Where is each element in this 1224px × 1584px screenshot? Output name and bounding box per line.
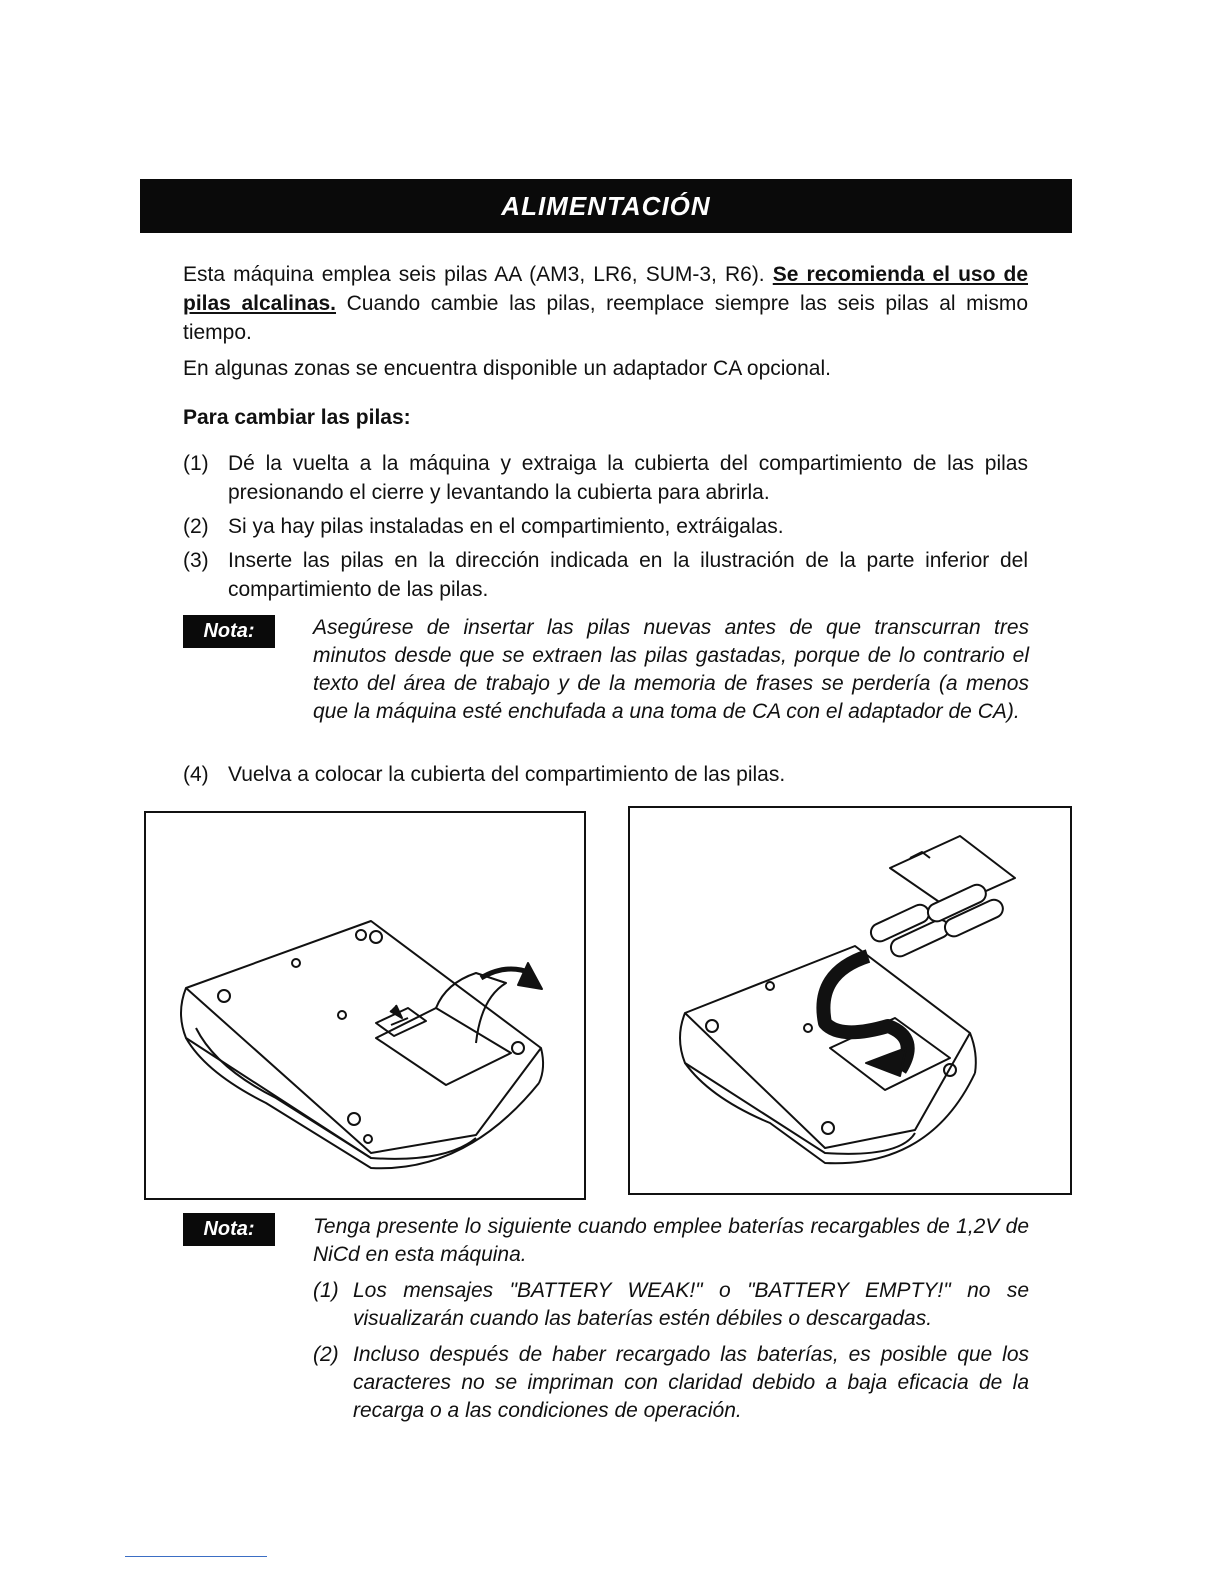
intro-text-start: Esta máquina emplea seis pilas AA (AM3, LR6, SUM-3, R6). [183,263,765,286]
note-item-2 [313,1341,1029,1425]
step-3 [183,546,1028,604]
step-number: (3) [183,549,209,572]
step-number: (1) [183,452,209,475]
step-text: Inserte las pilas en la dirección indicada en la ilustración de la parte inferior del compartimiento de las pilas. [228,549,1028,601]
insert-batteries-illustration [630,808,1070,1193]
intro-paragraph-1 [183,260,1028,347]
figure-insert-batteries [628,806,1072,1195]
page-title: ALIMENTACIÓN [140,179,1072,233]
note-item-text: Incluso después de haber recargado las baterías, es posible que los caracteres no se impriman con claridad debido a baja eficacia de la recarga o a las condiciones de operación. [353,1343,1029,1422]
step-text: Si ya hay pilas instaladas en el compartimiento, extráigalas. [228,515,784,538]
step-text: Vuelva a colocar la cubierta del compartimiento de las pilas. [228,763,786,786]
step-text: Dé la vuelta a la máquina y extraiga la cubierta del compartimiento de las pilas presionando el cierre y levantando la cubierta para abrirla. [228,452,1028,504]
step-1 [183,449,1028,507]
intro-paragraph-2: En algunas zonas se encuentra disponible un adaptador CA opcional. [183,357,831,380]
intro-text-end: Cuando cambie las pilas, reemplace siempre las seis pilas al mismo tiempo. [183,292,1028,344]
step-2 [183,512,1028,541]
procedure-heading: Para cambiar las pilas: [183,406,411,429]
note-item-number: (1) [313,1279,339,1302]
note-badge: Nota: [183,1213,275,1246]
figure-open-cover [144,811,586,1200]
alkaline-recommendation: Se recomienda el uso de pilas alcalinas. [183,263,1029,315]
step-number: (2) [183,515,209,538]
note-item-1 [313,1277,1029,1333]
step-number: (4) [183,763,209,786]
note-text: Tenga presente lo siguiente cuando emplee baterías recargables de 1,2V de NiCd en esta máquina. [313,1215,1029,1266]
note-item-text: Los mensajes "BATTERY WEAK!" o "BATTERY EMPTY!" no se visualizarán cuando las baterías estén débiles o descargadas. [353,1279,1029,1330]
step-4 [183,760,1028,789]
footer-divider [125,1556,267,1557]
note-item-number: (2) [313,1343,339,1366]
open-battery-cover-illustration [146,813,584,1198]
note-badge: Nota: [183,615,275,648]
note-text: Asegúrese de insertar las pilas nuevas antes de que transcurran tres minutos desde que se extraen las pilas gastadas, porque de lo contrario el texto del área de trabajo y de la memoria de frases se perdería (a menos que la máquina esté enchufada a una toma de CA con el adaptador de CA). [313,616,1029,723]
